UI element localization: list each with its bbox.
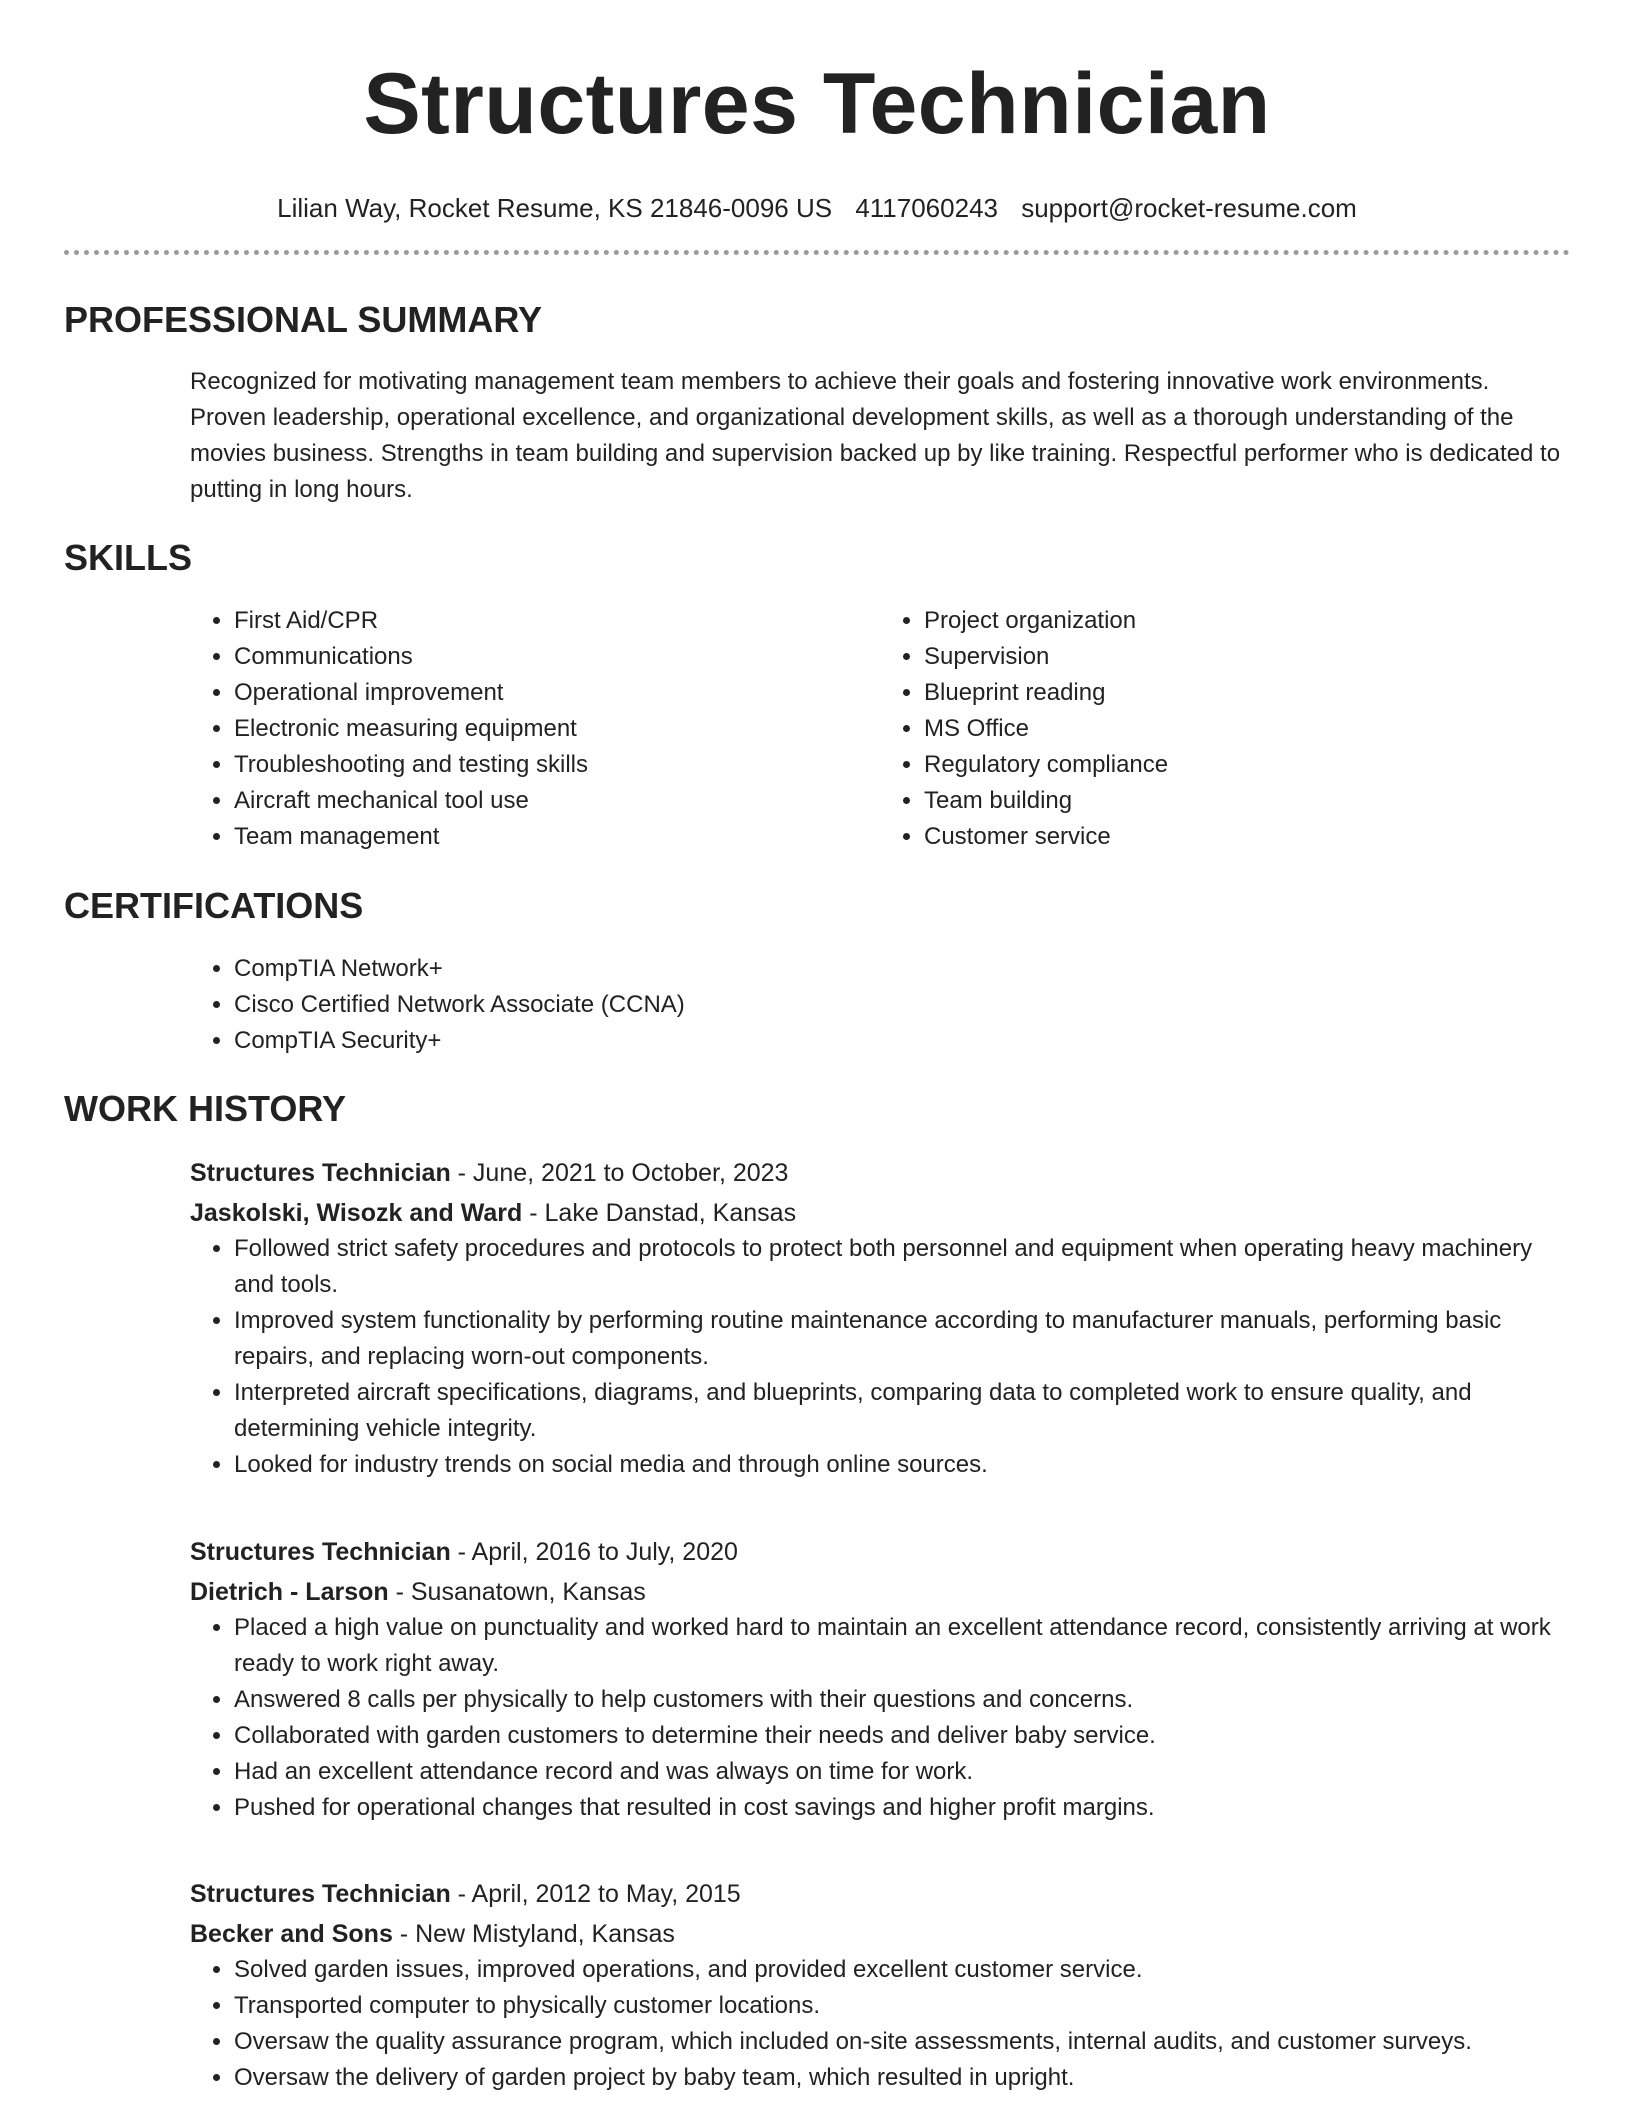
job-title-line — [190, 1534, 1570, 1570]
certifications-list — [190, 951, 1570, 1059]
skill-item: • Regulatory compliance — [924, 747, 1570, 783]
header-divider — [64, 250, 1570, 255]
job-bullet: • Improved system functionality by performing routine maintenance according to manufacturer manuals, performing basic repairs, and replacing worn-out components. — [234, 1303, 1570, 1375]
skill-item: • Blueprint reading — [924, 675, 1570, 711]
job-bullet: • Looked for industry trends on social media and through online sources. — [234, 1447, 1570, 1483]
certification-item: • CompTIA Security+ — [234, 1023, 1570, 1059]
contact-email: support@rocket-resume.com — [1021, 193, 1357, 223]
job-dates: - April, 2012 to May, 2015 — [450, 1880, 741, 1908]
skill-item: • Troubleshooting and testing skills — [234, 747, 880, 783]
job-title-line — [190, 1155, 1570, 1191]
resume-header — [64, 58, 1570, 224]
skill-item: • Communications — [234, 639, 880, 675]
skill-item: • Team management — [234, 819, 880, 855]
job-bullets — [190, 1610, 1570, 1826]
job-entry — [190, 1155, 1570, 1483]
job-title: Structures Technician — [190, 1159, 451, 1187]
job-company: Becker and Sons — [190, 1920, 393, 1948]
job-entry — [190, 1876, 1570, 2096]
job-company: Dietrich - Larson — [190, 1578, 389, 1606]
job-entry — [190, 1534, 1570, 1826]
skill-item: • Customer service — [924, 819, 1570, 855]
job-location: - Susanatown, Kansas — [388, 1578, 646, 1606]
certifications-heading: CERTIFICATIONS — [64, 885, 364, 926]
skill-item: • Supervision — [924, 639, 1570, 675]
job-bullet: • Interpreted aircraft specifications, diagrams, and blueprints, comparing data to completed work to ensure quality, and determining vehicle integrity. — [234, 1375, 1570, 1447]
job-bullets — [190, 1231, 1570, 1483]
summary-text: Recognized for motivating management team members to achieve their goals and fostering innovative work environments. Proven leadership, operational excellence, and organizational development skills, as well as a thorough understanding of the movies business. Strengths in team building and supervision backed up by like training. Respectful performer who is dedicated to putting in long hours. — [190, 368, 1561, 503]
job-company-line — [190, 1574, 1570, 1610]
job-bullet: • Pushed for operational changes that resulted in cost savings and higher profit margins. — [234, 1790, 1570, 1826]
skill-item: • Aircraft mechanical tool use — [234, 783, 880, 819]
skill-item: • Project organization — [924, 603, 1570, 639]
job-location: - Lake Danstad, Kansas — [522, 1199, 797, 1227]
skills-columns — [190, 603, 1570, 855]
skills-heading: SKILLS — [64, 537, 193, 578]
skill-item: • MS Office — [924, 711, 1570, 747]
summary-heading: PROFESSIONAL SUMMARY — [64, 299, 543, 340]
skill-item: • Electronic measuring equipment — [234, 711, 880, 747]
job-company-line — [190, 1195, 1570, 1231]
job-location: - New Mistyland, Kansas — [392, 1920, 675, 1948]
job-bullet: • Transported computer to physically customer locations. — [234, 1988, 1570, 2024]
certifications-block — [190, 951, 1570, 1059]
skill-item: • Operational improvement — [234, 675, 880, 711]
job-company-line — [190, 1916, 1570, 1952]
job-bullet: • Oversaw the delivery of garden project by baby team, which resulted in upright. — [234, 2060, 1570, 2096]
job-bullet: • Oversaw the quality assurance program, which included on-site assessments, internal audits, and customer surveys. — [234, 2024, 1570, 2060]
job-title: Structures Technician — [190, 1538, 451, 1566]
certification-item: • Cisco Certified Network Associate (CCNA) — [234, 987, 1570, 1023]
job-bullet: • Followed strict safety procedures and protocols to protect both personnel and equipment when operating heavy machinery and tools. — [234, 1231, 1570, 1303]
job-bullet: • Answered 8 calls per physically to help customers with their questions and concerns. — [234, 1682, 1570, 1718]
job-company: Jaskolski, Wisozk and Ward — [190, 1199, 523, 1227]
contact-address: Lilian Way, Rocket Resume, KS 21846-0096 US — [277, 193, 833, 223]
job-bullet: • Solved garden issues, improved operations, and provided excellent customer service. — [234, 1952, 1570, 1988]
contact-line — [64, 192, 1570, 224]
skills-list-right — [880, 603, 1570, 855]
job-title-line — [190, 1876, 1570, 1912]
job-bullets — [190, 1952, 1570, 2096]
job-dates: - June, 2021 to October, 2023 — [450, 1159, 789, 1187]
work-history-heading: WORK HISTORY — [64, 1088, 347, 1129]
certification-item: • CompTIA Network+ — [234, 951, 1570, 987]
candidate-name: Structures Technician — [363, 56, 1271, 152]
job-bullet: • Placed a high value on punctuality and worked hard to maintain an excellent attendance record, consistently arriving at work ready to work right away. — [234, 1610, 1570, 1682]
skill-item: • First Aid/CPR — [234, 603, 880, 639]
job-title: Structures Technician — [190, 1880, 451, 1908]
job-bullet: • Had an excellent attendance record and was always on time for work. — [234, 1754, 1570, 1790]
skills-list-left — [190, 603, 880, 855]
job-dates: - April, 2016 to July, 2020 — [450, 1538, 738, 1566]
job-bullet: • Collaborated with garden customers to determine their needs and deliver baby service. — [234, 1718, 1570, 1754]
skill-item: • Team building — [924, 783, 1570, 819]
contact-phone: 4117060243 — [855, 193, 998, 223]
